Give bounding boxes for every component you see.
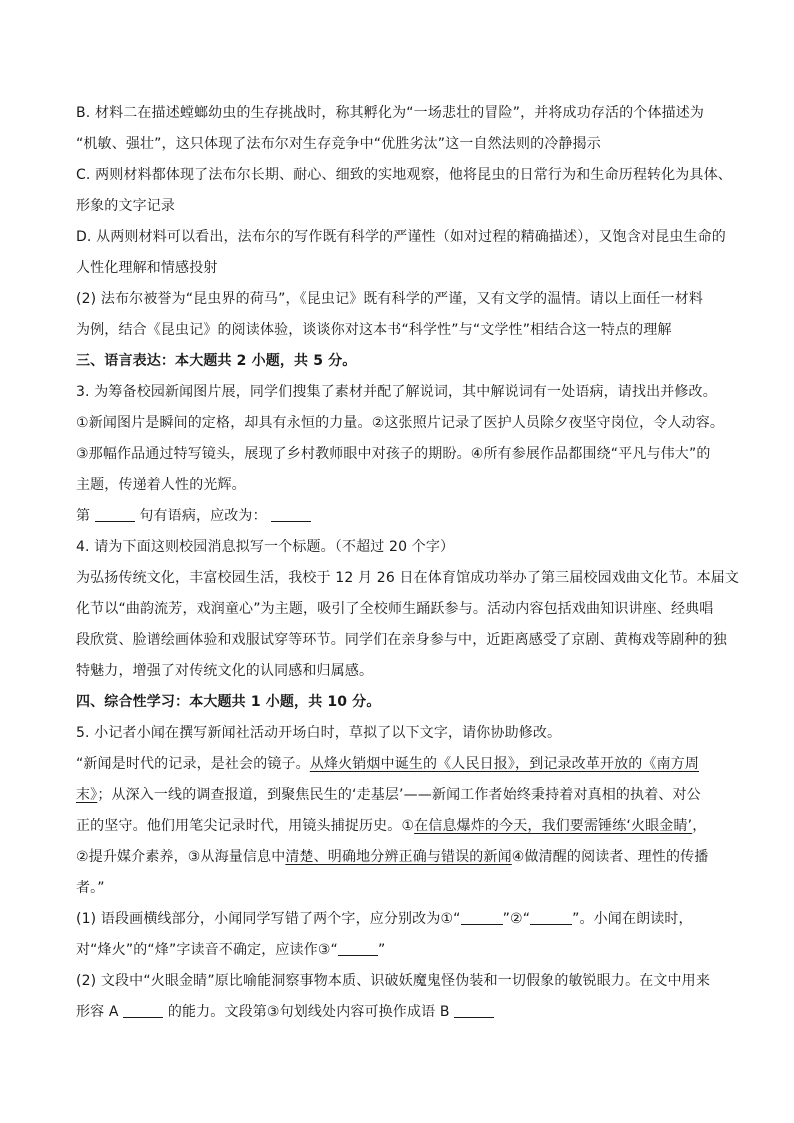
question-4-line-1: 4. 请为下面这则校园消息拟写一个标题。（不超过 20 个字） xyxy=(76,539,455,555)
passage-line-4 xyxy=(76,846,722,877)
passage-line-1 xyxy=(76,753,722,784)
option-d-line-2: 人性化理解和情感投射 xyxy=(76,260,218,276)
correction-blank[interactable] xyxy=(271,507,311,522)
exam-page xyxy=(76,102,740,1032)
passage-text: ， xyxy=(692,818,707,834)
underlined-text: 从烽火销烟中诞生的《人民日报》，到记录改革开放的《南方周 xyxy=(309,756,700,772)
blank-2[interactable] xyxy=(530,910,572,925)
answer-prefix: 第 xyxy=(76,508,91,524)
passage-text: “新闻是时代的记录，是社会的镜子。 xyxy=(76,756,310,772)
sub-question-text: ”。小闻在朗读时， xyxy=(572,911,693,927)
option-c-line-1: C. 两则材料都体现了法布尔长期、耐心、细致的实地观察，他将昆虫的日常行为和生命历程转化为具体、 xyxy=(76,167,732,183)
question-4-line-4: 段欣赏、脸谱绘画体验和戏服试穿等环节。同学们在亲身参与中，近距离感受了京剧、黄梅戏等剧种的独 xyxy=(76,632,727,648)
option-b-line-2: “机敏、强壮”，这只体现了法布尔对生存竞争中“优胜劣汰”这一自然法则的冷静揭示 xyxy=(76,136,601,152)
passage-line-2 xyxy=(76,784,722,815)
blank-a[interactable] xyxy=(123,1003,163,1018)
question-2-line-2: 为例，结合《昆虫记》的阅读体验，谈谈你对这本书“科学性”与“文学性”相结合这一特点的理解 xyxy=(76,322,672,338)
sentence-number-blank[interactable] xyxy=(95,507,135,522)
sub-question-text: ” xyxy=(377,942,386,958)
passage-text: ④做清醒的阅读者、理性的传播 xyxy=(511,849,709,865)
option-d-line-1: D. 从两则材料可以看出，法布尔的写作既有科学的严谨性（如对过程的精确描述），又饱含对昆虫生命的 xyxy=(76,229,726,245)
blank-3[interactable] xyxy=(338,941,378,956)
passage-line-5: 者。” xyxy=(76,880,105,896)
question-5-line-1: 5. 小记者小闻在撰写新闻社活动开场白时，草拟了以下文字，请你协助修改。 xyxy=(76,725,562,741)
question-4-line-3: 化节以“曲韵流芳，戏润童心”为主题，吸引了全校师生踊跃参与。活动内容包括戏曲知识讲座、经典唱 xyxy=(76,601,714,617)
blank-b[interactable] xyxy=(454,1003,494,1018)
sub-question-text: 形容 A xyxy=(76,1004,119,1020)
sub-question-text: ”②“ xyxy=(502,911,531,927)
sub-question-2-line-2 xyxy=(76,1001,722,1032)
option-c-line-2: 形象的文字记录 xyxy=(76,198,176,214)
passage-text: ；从深入一线的调查报道，到聚焦民生的‘走基层’——新闻工作者始终秉持着对真相的执着、对公 xyxy=(97,787,701,803)
section-4-heading: 四、综合性学习：本大题共 1 小题，共 10 分。 xyxy=(76,694,381,710)
passage-line-3 xyxy=(76,815,722,846)
underlined-text: 末》 xyxy=(76,787,98,803)
underlined-text: 清楚、明确地分辨正确与错误的新闻 xyxy=(285,849,512,865)
passage-text: 正的坚守。他们用笔尖记录时代，用镜头捕捉历史。① xyxy=(76,818,415,834)
question-3-line-2: ①新闻图片是瞬间的定格，却具有永恒的力量。②这张照片记录了医护人员除夕夜坚守岗位，令人动容。 xyxy=(76,415,724,431)
sub-question-text: 的能力。文段第③句划线处内容可换作成语 B xyxy=(167,1004,450,1020)
underlined-text: 在信息爆炸的今天，我们要需锤练‘火眼金睛’ xyxy=(414,818,693,834)
section-3-heading: 三、语言表达：本大题共 2 小题，共 5 分。 xyxy=(76,353,357,369)
question-3-line-4: 主题，传递着人性的光辉。 xyxy=(76,477,246,493)
question-3-line-3: ③那幅作品通过特写镜头，展现了乡村教师眼中对孩子的期盼。④所有参展作品都围绕“平凡与伟大”的 xyxy=(76,446,711,462)
option-b-line-1: B. 材料二在描述螳螂幼虫的生存挑战时，称其孵化为“一场悲壮的冒险”，并将成功存活的个体描述为 xyxy=(76,105,705,121)
answer-middle: 句有语病，应改为： xyxy=(139,508,267,524)
sub-question-1-line-2 xyxy=(76,939,722,970)
question-4-line-2: 为弘扬传统文化，丰富校园生活，我校于 12 月 26 日在体育馆成功举办了第三届校园戏曲文化节。本届文 xyxy=(76,570,740,586)
blank-1[interactable] xyxy=(461,910,503,925)
sub-question-1-line-1 xyxy=(76,908,722,939)
passage-text: ②提升媒介素养，③从海量信息中 xyxy=(76,849,286,865)
sub-question-text: 对“烽火”的“烽”字读音不确定，应读作③“ xyxy=(76,942,338,958)
sub-question-text: (1) 语段画横线部分，小闻同学写错了两个字，应分别改为①“ xyxy=(76,911,461,927)
question-3-answer-line xyxy=(76,505,722,536)
question-4-line-5: 特魅力，增强了对传统文化的认同感和归属感。 xyxy=(76,663,374,679)
question-2-line-1: (2) 法布尔被誉为“昆虫界的荷马”，《昆虫记》既有科学的严谨，又有文学的温情。请以上面任一材料 xyxy=(76,291,703,307)
question-3-line-1: 3. 为筹备校园新闻图片展，同学们搜集了素材并配了解说词，其中解说词有一处语病，请找出并修改。 xyxy=(76,384,717,400)
sub-question-2-line-1: (2) 文段中“火眼金睛”原比喻能洞察事物本质、识破妖魔鬼怪伪装和一切假象的敏锐眼力。在文中用来 xyxy=(76,973,710,989)
